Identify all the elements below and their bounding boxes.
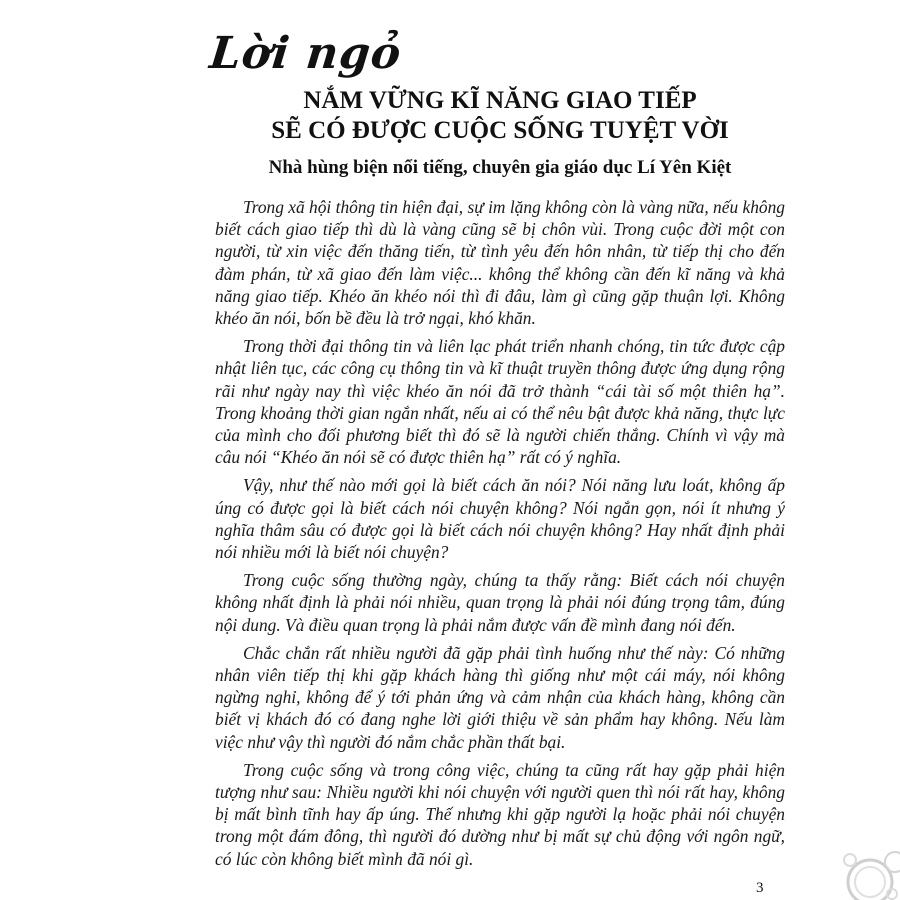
paragraph: Trong cuộc sống và trong công việc, chúng ta cũng rất hay gặp phải hiện tượng như sau: Nhiều người khi nói chuyện với người quen thì nói rất hay, không bị mất bình tĩnh hay ấp úng. Thế nhưng khi gặp người lạ hoặc phải nói chuyện trong một đám đông, thì người đó dường như bị mất sự chủ động với ngôn ngữ, có lúc còn không biết mình đã nói gì. [215,759,785,869]
paragraph: Trong xã hội thông tin hiện đại, sự im lặng không còn là vàng nữa, nếu không biết cách giao tiếp thì dù là vàng cũng sẽ bị chôn vùi. Trong cuộc đời một con người, từ xin việc đến thăng tiến, từ tình yêu đến hôn nhân, từ tiếp thị cho đến đàm phán, từ xã giao đến làm việc... không thể không cần đến kĩ năng và khả năng giao tiếp. Khéo ăn khéo nói thì đi đâu, làm gì cũng gặp thuận lợi. Không khéo ăn nói, bốn bề đều là trở ngại, khó khăn. [215,197,785,329]
chapter-title-line-1: NẮM VỮNG KĨ NĂNG GIAO TIẾP [303,87,697,114]
corner-bubbles-decoration [720,840,900,900]
chapter-title-line-2: SẼ CÓ ĐƯỢC CUỘC SỐNG TUYỆT VỜI [271,117,729,144]
paragraph: Chắc chắn rất nhiều người đã gặp phải tình huống như thế này: Có những nhân viên tiếp thị khi gặp khách hàng thì giống như một cái máy, nói không ngừng nghỉ, không để ý tới phản ứng và cảm nhận của khách hàng, không cần biết vị khách đó có đang nghe lời giới thiệu về sản phẩm hay không. Nếu làm việc như vậy thì người đó nắm chắc phần thất bại. [215,642,785,752]
paragraph: Vậy, như thế nào mới gọi là biết cách ăn nói? Nói năng lưu loát, không ấp úng có được gọi là biết cách nói chuyện không? Nói ngắn gọn, nói ít nhưng ý nghĩa thâm sâu có được gọi là biết cách nói chuyện không? Hay nhất định phải nói nhiều mới là biết nói chuyện? [215,475,785,563]
section-heading: Lời ngỏ [207,28,405,79]
paragraph: Trong cuộc sống thường ngày, chúng ta thấy rằng: Biết cách nói chuyện không nhất định là phải nói nhiều, quan trọng là phải nói đúng trọng tâm, đúng nội dung. Và điều quan trọng là phải nắm được vấn đề mình đang nói đến. [215,570,785,635]
page-number: 3 [756,880,764,896]
paragraph: Trong thời đại thông tin và liên lạc phát triển nhanh chóng, tin tức được cập nhật liên tục, các công cụ thông tin và kĩ thuật truyền thông được ứng dụng rộng rãi như ngày nay thì việc khéo ăn nói đã trở thành “cái tài số một thiên hạ”. Trong khoảng thời gian ngắn nhất, nếu ai có thể nêu bật được khả năng, thực lực của mình cho đối phương biết thì đó sẽ là người chiến thắng. Chính vì vậy mà câu nói “Khéo ăn nói sẽ có được thiên hạ” rất có ý nghĩa. [215,336,785,468]
chapter-title [215,86,785,146]
body-text [215,196,785,876]
author-attribution: Nhà hùng biện nổi tiếng, chuyên gia giáo dục Lí Yên Kiệt [268,157,732,178]
